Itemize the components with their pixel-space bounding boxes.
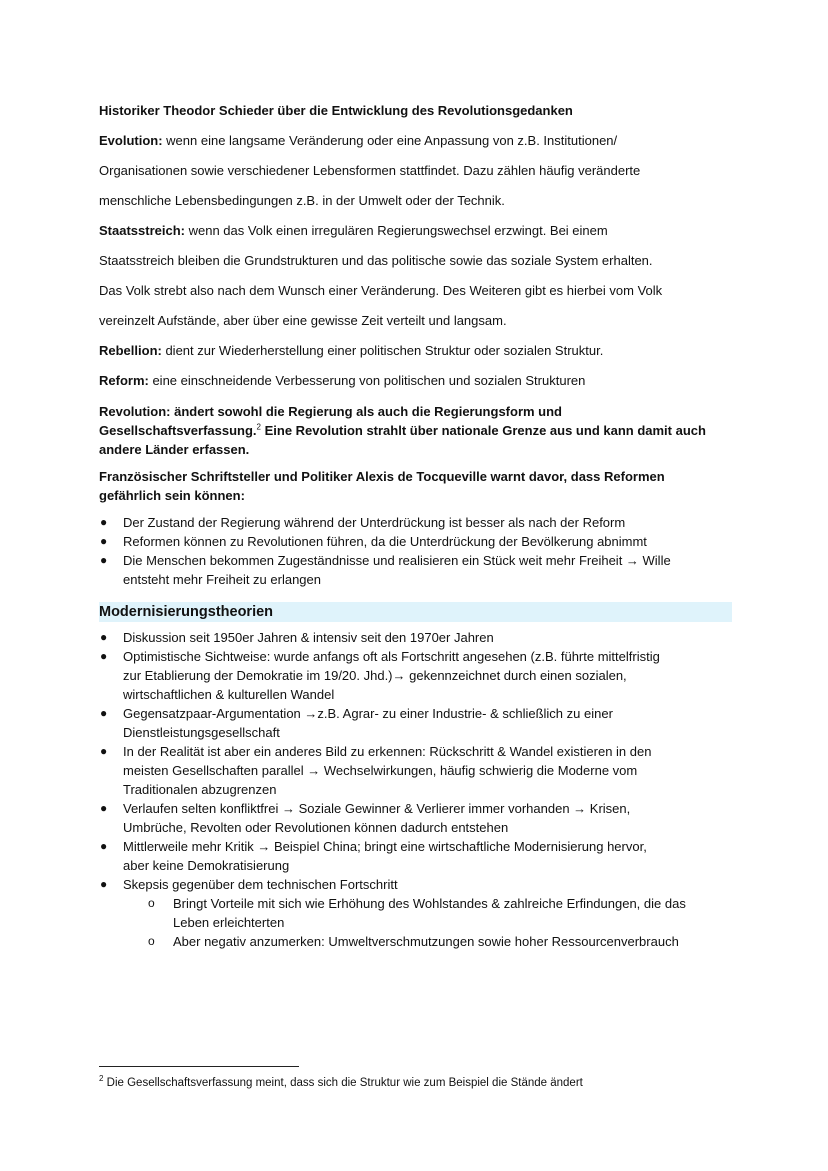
list-item: ● Optimistische Sichtweise: wurde anfangs oft als Fortschritt angesehen (z.B. führte mittelfristig zur Etablierung der Demokratie im 19/20. Jhd.)→ gekennzeichnet durch einen sozialen, wirtschaftlichen & kulturellen Wandel: [100, 649, 660, 702]
list-item: ● Die Menschen bekommen Zugeständnisse und realisieren ein Stück weit mehr Freiheit → Wille entsteht mehr Freiheit zu erlangen: [100, 553, 671, 587]
list-item: ● Mittlerweile mehr Kritik → Beispiel China; bringt eine wirtschaftliche Modernisierung hervor, aber keine Demokratisierung: [100, 839, 647, 873]
tocqueville-list: [99, 513, 735, 589]
list-item: ● In der Realität ist aber ein anderes Bild zu erkennen: Rückschritt & Wandel existieren in den meisten Gesellschaften parallel → Wechselwirkungen, häufig schwierig die Moderne vom Traditionalen abzugrenzen: [100, 744, 652, 797]
staatsstreich-line-4: vereinzelt Aufstände, aber über eine gewisse Zeit verteilt und langsam.: [99, 313, 507, 328]
list-item: ● Gegensatzpaar-Argumentation →z.B. Agrar- zu einer Industrie- & schließlich zu einer Dienstleistungsgesellschaft: [100, 706, 613, 740]
footnote: $^2$ Die Gesellschaftsverfassung meint, dass sich die Struktur wie zum Beispiel die Stände ändert: [99, 1074, 583, 1089]
list-item: ● Diskussion seit 1950er Jahren & intensiv seit den 1970er Jahren: [100, 630, 494, 645]
bullet-icon: ●: [100, 877, 108, 891]
staatsstreich-definition: Staatsstreich: wenn das Volk einen irregulären Regierungswechsel erzwingt. Bei einem: [99, 223, 608, 238]
list-item: ● Skepsis gegenüber dem technischen Fortschritt o Bringt Vorteile mit sich wie Erhöhung des Wohlstandes & zahlreiche Erfindungen, die das Leben erleichterten o Aber negativ anzumerken: Umweltverschmutzungen sowie hoher Ressourcenverbrauch: [99, 875, 735, 951]
evolution-definition: Evolution: wenn eine langsame Veränderung oder eine Anpassung von z.B. Institutionen/: [99, 133, 618, 148]
bullet-icon: ●: [100, 553, 108, 567]
bullet-icon: ●: [100, 649, 108, 663]
bullet-icon: ●: [100, 801, 108, 815]
bullet-icon: ●: [100, 706, 108, 720]
list-item: ● Der Zustand der Regierung während der Unterdrückung ist besser als nach der Reform: [100, 515, 626, 530]
circle-bullet-icon: o: [148, 896, 155, 910]
evolution-line-2: Organisationen sowie verschiedener Lebensformen stattfindet. Dazu zählen häufig veränderte: [99, 163, 641, 178]
circle-bullet-icon: o: [148, 934, 155, 948]
footnote-reference[interactable]: 2: [256, 422, 261, 432]
staatsstreich-line-3: Das Volk strebt also nach dem Wunsch einer Veränderung. Des Weiteren gibt es hierbei vom Volk: [99, 283, 663, 298]
revolution-definition: Revolution: ändert sowohl die Regierung als auch die Regierungsform und Gesellschaftsverfassung.$^2$ Eine Revolution strahlt über nationale Grenze aus und kann damit auch andere Länder erfassen.: [99, 404, 706, 457]
list-item: ● Verlaufen selten konfliktfrei → Soziale Gewinner & Verlierer immer vorhanden → Krisen, Umbrüche, Revolten oder Revolutionen können dadurch entstehen: [100, 801, 631, 835]
rebellion-definition: Rebellion: dient zur Wiederherstellung einer politischen Struktur oder sozialen Struktur.: [99, 343, 604, 358]
list-item: ● Reformen können zu Revolutionen führen, da die Unterdrückung der Bevölkerung abnimmt: [100, 534, 647, 549]
tocqueville-heading: Französischer Schriftsteller und Politiker Alexis de Tocqueville warnt davor, dass Reformen gefährlich sein können:: [99, 469, 665, 503]
evolution-line-3: menschliche Lebensbedingungen z.B. in der Umwelt oder der Technik.: [99, 193, 505, 208]
bullet-icon: ●: [100, 534, 108, 548]
reform-definition: Reform: eine einschneidende Verbesserung von politischen und sozialen Strukturen: [99, 373, 586, 388]
document-page: [99, 96, 735, 951]
bullet-icon: ●: [100, 515, 108, 529]
sub-list: [99, 894, 735, 951]
bullet-icon: ●: [100, 839, 108, 853]
staatsstreich-line-2: Staatsstreich bleiben die Grundstrukturen und das politische sowie das soziale System erhalten.: [99, 253, 653, 268]
bullet-icon: ●: [100, 744, 108, 758]
modernisierung-list: [99, 628, 735, 951]
section-heading-modernisierungstheorien: Modernisierungstheorien: [99, 602, 732, 622]
sub-list-item: o Bringt Vorteile mit sich wie Erhöhung des Wohlstandes & zahlreiche Erfindungen, die das Leben erleichterten: [148, 896, 686, 930]
bullet-icon: ●: [100, 630, 108, 644]
sub-list-item: o Aber negativ anzumerken: Umweltverschmutzungen sowie hoher Ressourcenverbrauch: [148, 934, 679, 949]
footnote-separator: [99, 1066, 299, 1067]
document-title: Historiker Theodor Schieder über die Entwicklung des Revolutionsgedanken: [99, 103, 573, 118]
